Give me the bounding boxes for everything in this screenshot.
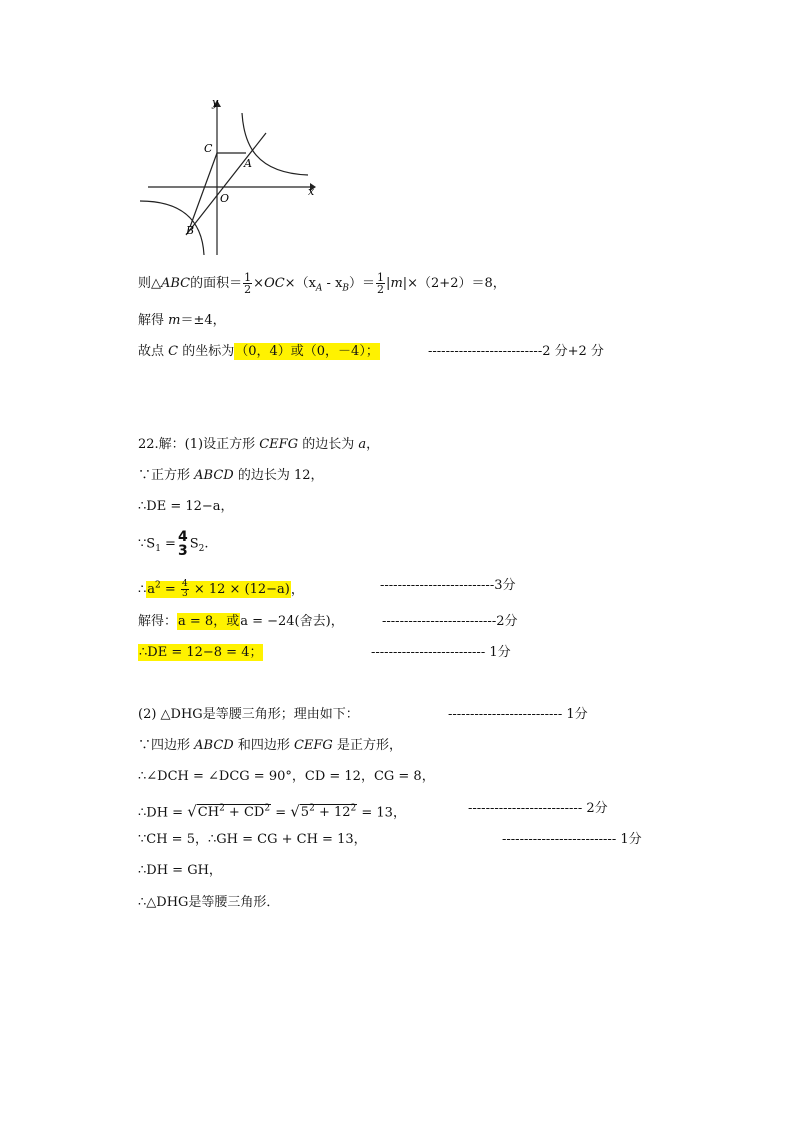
label-o: O (220, 192, 230, 205)
score-1a: -------------------------- 1分 (371, 645, 511, 660)
fraction-four-thirds: 4 3 (177, 529, 188, 559)
score-coordinate: --------------------------2 分+2 分 (428, 344, 604, 359)
q22-line-3: ∴DE = 12−a， (138, 499, 234, 514)
score-1b: -------------------------- 1分 (448, 707, 588, 722)
score-2b: -------------------------- 2分 (468, 801, 608, 816)
q22b-line-1: (2) △DHG是等腰三角形；理由如下： (138, 707, 359, 722)
highlight-answer: （0，4）或（0，－4）； (235, 344, 379, 359)
q22b-line-6: ∴DH = GH， (138, 863, 222, 878)
highlight-de: ∴DE = 12−8 = 4； (139, 645, 263, 660)
q22-line-4: $\because S_1$ = 4 3 $S_2$. (138, 529, 209, 559)
score-2a: --------------------------2分 (382, 614, 518, 629)
radical-1: $CH^2 + CD^2$ (197, 804, 271, 821)
label-y: y (212, 96, 219, 109)
q22-line-1: 22.解：(1)设正方形 CEFG 的边长为 a， (138, 437, 380, 452)
fraction-four-thirds-small: $\frac{4}{3}$ (181, 579, 188, 600)
highlight-solution: a = 8，或 (178, 614, 240, 629)
q22b-line-5: ∵CH = 5，∴GH = CG + CH = 13， (138, 832, 367, 847)
solve-m-line: 解得 m＝±4， (138, 313, 226, 328)
q22b-line-4: ∴DH = $√CH^2 + CD^2 = √5^2 + 12^2 = 13$， (138, 802, 406, 821)
label-a: A (244, 157, 252, 170)
highlight-equation: $a^2$ = $\frac{4}{3}$ × 12 × (12−a) (147, 579, 290, 600)
q22-line-7 (138, 644, 263, 662)
label-x: x (308, 185, 315, 198)
coordinate-line: 故点 C 的坐标为（0，4）或（0，－4）； (138, 344, 379, 359)
label-b: B (186, 224, 195, 237)
q22-line-5: $\therefore a^2$ = $\frac{4}{3}$ × 12 × (12−a)， (138, 579, 304, 600)
area-line: 则△ABC的面积＝ $\frac{1}{2}$ $\times OC\times(x_A - x_B)=$ $\frac{1}{2}$ |m|×（2+2）＝8， (138, 271, 506, 296)
q22-line-6: 解得：a = 8，或a = −24(舍去)， (138, 614, 344, 629)
fraction-half: $\frac{1}{2}$ (244, 271, 252, 296)
score-3: --------------------------3分 (380, 578, 516, 593)
q22-line-2: ∵正方形 ABCD 的边长为 12， (138, 468, 324, 483)
coordinate-figure (138, 95, 318, 257)
sqrt-icon: √ (187, 802, 197, 821)
q22b-line-2: ∵四边形 ABCD 和四边形 CEFG 是正方形， (138, 738, 402, 753)
score-1c: -------------------------- 1分 (502, 832, 642, 847)
label-c: C (204, 142, 213, 155)
q22b-line-3: ∴∠DCH = ∠DCG = 90°，CD = 12，CG = 8， (138, 769, 435, 784)
fraction-half-2: $\frac{1}{2}$ (377, 271, 385, 296)
radical-2: $5^2 + 12^2$ (300, 804, 357, 821)
sqrt-icon-2: √ (290, 802, 300, 821)
q22b-line-7: ∴△DHG是等腰三角形． (138, 895, 280, 910)
